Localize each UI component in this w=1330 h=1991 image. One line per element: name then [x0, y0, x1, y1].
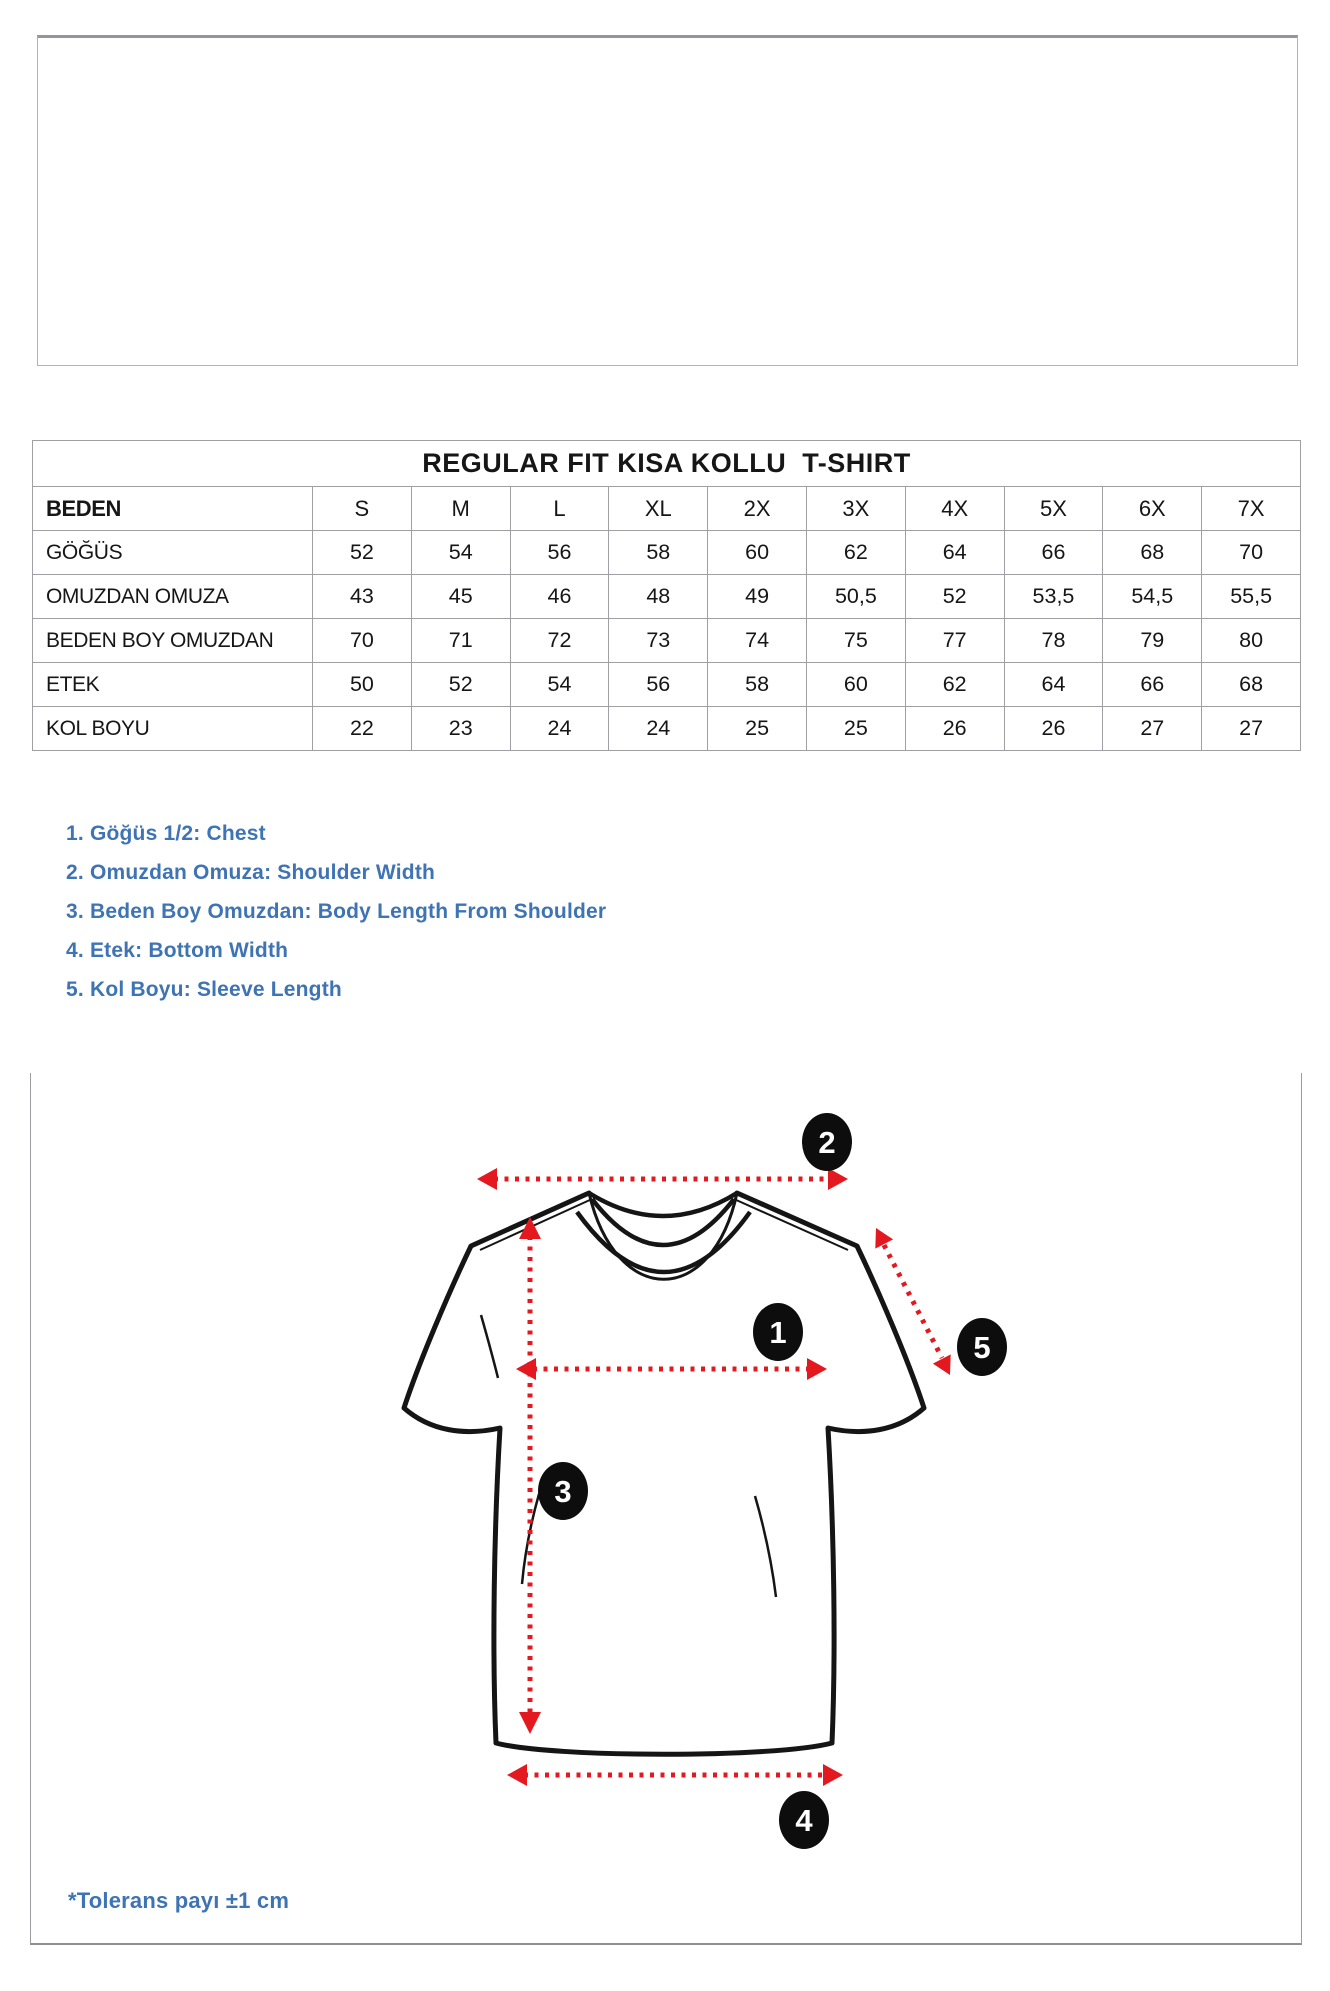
collar-top-arc [589, 1193, 737, 1216]
size-column-header: 2X [708, 487, 807, 531]
measurement-value: 64 [1004, 663, 1103, 707]
measurement-value: 75 [806, 619, 905, 663]
measurement-value: 27 [1202, 707, 1301, 751]
measurement-value: 62 [905, 663, 1004, 707]
measurement-value: 74 [708, 619, 807, 663]
size-column-header: 7X [1202, 487, 1301, 531]
measurement-value: 53,5 [1004, 575, 1103, 619]
legend-item: 2. Omuzdan Omuza: Shoulder Width [66, 861, 436, 884]
size-column-header: M [411, 487, 510, 531]
measure-badge-2 [802, 1113, 852, 1171]
size-column-header: 4X [905, 487, 1004, 531]
table-header-row [33, 487, 1301, 531]
legend-item: 3. Beden Boy Omuzdan: Body Length From Shoulder [66, 900, 607, 923]
size-column-header: XL [609, 487, 708, 531]
size-column-header: 3X [806, 487, 905, 531]
measurement-value: 68 [1202, 663, 1301, 707]
measurement-value: 62 [806, 531, 905, 575]
measurement-value: 26 [905, 707, 1004, 751]
measurement-value: 24 [510, 707, 609, 751]
measurement-value: 54 [411, 531, 510, 575]
measurement-value: 64 [905, 531, 1004, 575]
tshirt-body-fill [404, 1193, 924, 1754]
measurement-value: 73 [609, 619, 708, 663]
measure-badge-3 [538, 1462, 588, 1520]
measurement-value: 80 [1202, 619, 1301, 663]
measurement-value: 25 [806, 707, 905, 751]
measurement-value: 43 [313, 575, 412, 619]
table-title: REGULAR FIT KISA KOLLU T-SHIRT [33, 441, 1301, 487]
measurement-value: 23 [411, 707, 510, 751]
table-row [33, 663, 1301, 707]
measurement-value: 71 [411, 619, 510, 663]
measure-badge-4 [779, 1791, 829, 1849]
legend-item: 1. Göğüs 1/2: Chest [66, 822, 266, 845]
legend-item: 5. Kol Boyu: Sleeve Length [66, 978, 342, 1001]
measurement-value: 66 [1004, 531, 1103, 575]
measurement-value: 56 [510, 531, 609, 575]
measurement-value: 58 [708, 663, 807, 707]
measurement-value: 55,5 [1202, 575, 1301, 619]
measurement-value: 50,5 [806, 575, 905, 619]
row-label: BEDEN BOY OMUZDAN [33, 619, 313, 663]
legend-item: 4. Etek: Bottom Width [66, 939, 289, 962]
table-row [33, 531, 1301, 575]
svg-text:5: 5 [973, 1330, 991, 1365]
measurement-value: 54 [510, 663, 609, 707]
tolerance-note: *Tolerans payı ±1 cm [68, 1888, 290, 1913]
svg-text:2: 2 [818, 1125, 836, 1160]
measurement-value: 25 [708, 707, 807, 751]
size-column-header: L [510, 487, 609, 531]
measurement-value: 56 [609, 663, 708, 707]
size-table-grid [32, 440, 1301, 751]
row-label: OMUZDAN OMUZA [33, 575, 313, 619]
row-label-beden: BEDEN [33, 487, 313, 531]
measurement-value: 70 [313, 619, 412, 663]
measure-badge-5 [957, 1318, 1007, 1376]
table-row [33, 619, 1301, 663]
table-row [33, 707, 1301, 751]
measurement-value: 46 [510, 575, 609, 619]
measurement-value: 24 [609, 707, 708, 751]
measurement-value: 50 [313, 663, 412, 707]
table-title-row [33, 441, 1301, 487]
measurement-value: 45 [411, 575, 510, 619]
measurement-value: 70 [1202, 531, 1301, 575]
measurement-value: 22 [313, 707, 412, 751]
row-label: ETEK [33, 663, 313, 707]
measurement-value: 49 [708, 575, 807, 619]
svg-text:1: 1 [769, 1315, 787, 1350]
size-column-header: 6X [1103, 487, 1202, 531]
measurement-legend [66, 822, 606, 1017]
row-label: GÖĞÜS [33, 531, 313, 575]
size-column-header: S [313, 487, 412, 531]
measurement-value: 52 [313, 531, 412, 575]
measurement-value: 60 [806, 663, 905, 707]
measurement-value: 78 [1004, 619, 1103, 663]
measurement-value: 60 [708, 531, 807, 575]
measurement-value: 79 [1103, 619, 1202, 663]
row-label: KOL BOYU [33, 707, 313, 751]
size-table [32, 440, 1300, 751]
measurement-value: 52 [411, 663, 510, 707]
measurement-value: 66 [1103, 663, 1202, 707]
top-empty-frame [37, 35, 1298, 366]
measurement-value: 52 [905, 575, 1004, 619]
svg-text:4: 4 [795, 1803, 813, 1838]
svg-text:3: 3 [554, 1474, 572, 1509]
measurement-value: 72 [510, 619, 609, 663]
size-column-header: 5X [1004, 487, 1103, 531]
measurement-value: 26 [1004, 707, 1103, 751]
tshirt-measurement-diagram [30, 1073, 1302, 1945]
measurement-value: 68 [1103, 531, 1202, 575]
measure-badge-1 [753, 1303, 803, 1361]
measurement-value: 77 [905, 619, 1004, 663]
measurement-value: 48 [609, 575, 708, 619]
measurement-value: 27 [1103, 707, 1202, 751]
measurement-value: 54,5 [1103, 575, 1202, 619]
table-row [33, 575, 1301, 619]
measurement-value: 58 [609, 531, 708, 575]
